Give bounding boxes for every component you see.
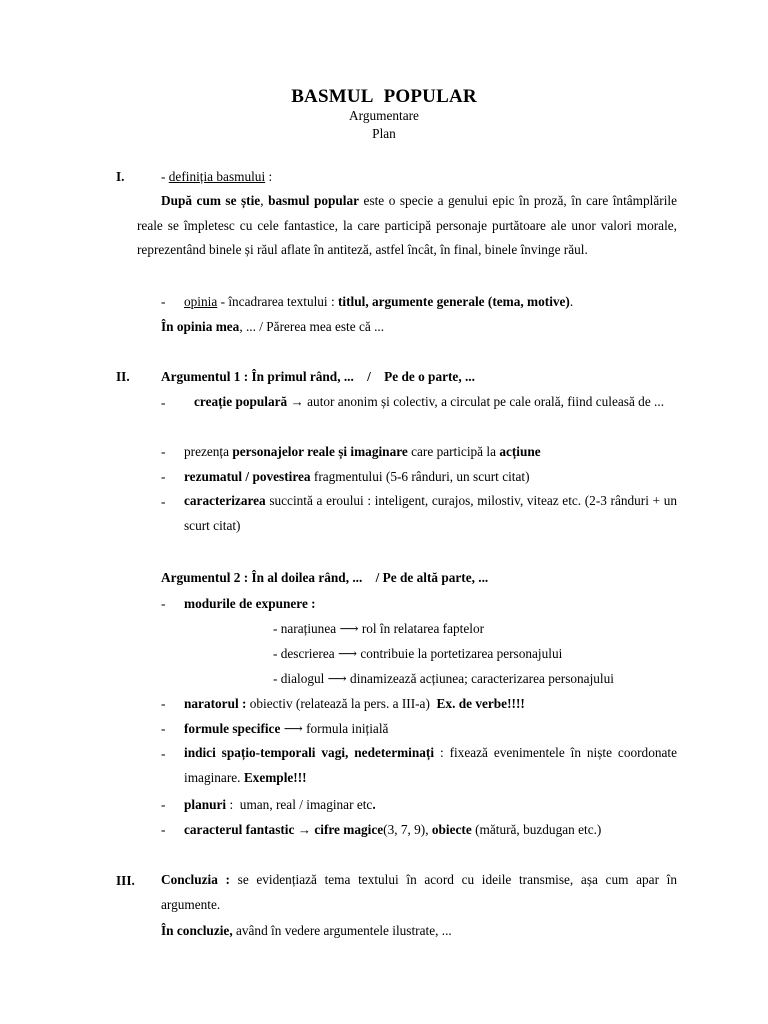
bullet-dash: - — [161, 797, 166, 812]
point-text: → autor anonim și colectiv, a circulat pe cale orală, fiind culeasă de ... — [287, 394, 665, 409]
opinion-label: opinia — [184, 294, 218, 309]
plans-line — [184, 797, 376, 813]
fantastic-line — [184, 822, 601, 838]
definition-text: este o specie a genului epic în proză, în care întâmplările reale se împletesc cu cele fantastice, la care participă personaje purtătoare ale unor valori morale, reprezentând binele și răul aflate în antiteză, astfel încât, în final, binele învinge răul. — [137, 193, 677, 257]
text: având în vedere argumentele ilustrate, ... — [232, 923, 452, 938]
bullet-dash: - — [161, 721, 166, 736]
point-text: : uman, real / imaginar etc — [226, 797, 373, 812]
exposition-modes-label: modurile de expunere : — [184, 596, 316, 611]
mode-description: - descrierea ⟶ contribuie la portetizarea personajului — [273, 646, 563, 661]
text: prezența — [184, 444, 233, 459]
text: . — [569, 294, 574, 309]
bullet-dash: - — [161, 444, 166, 459]
point-text: ⟶ formula inițială — [280, 721, 389, 736]
section-3-number: III. — [116, 873, 135, 888]
point-term: rezumatul / povestirea — [184, 469, 311, 484]
point-text: (mătură, buzdugan etc.) — [471, 822, 602, 837]
point-text: (3, 7, 9), — [383, 822, 432, 837]
bullet-dash: - — [161, 596, 166, 611]
conclusion-text: se evidențiază tema textului în acord cu ideile transmise, așa cum apar în argumente. — [161, 872, 677, 912]
document-title: BASMUL POPULAR — [291, 86, 477, 107]
subtitle-argumentare: Argumentare — [349, 108, 419, 123]
bullet-dash: - — [161, 746, 166, 761]
dash: - — [161, 169, 169, 184]
argument-2-heading: Argumentul 2 : În al doilea rând, ... / Pe de altă parte, ... — [161, 570, 489, 585]
narrator-line — [184, 696, 525, 712]
opinion-phrase-line — [161, 319, 384, 335]
argument-1-heading: Argumentul 1 : În primul rând, ... / Pe de o parte, ... — [161, 369, 475, 384]
argument-1-point-1 — [137, 390, 677, 415]
conclusion-label: Concluzia : — [161, 872, 230, 887]
point-term: planuri — [184, 797, 227, 812]
point-term: formule specifice — [184, 721, 281, 736]
point-term: indici spațio-temporali vagi, nedeterminați — [184, 745, 435, 760]
point-text: obiectiv (relatează la pers. a III-a) — [246, 696, 437, 711]
point-emphasis: Exemple!!! — [243, 769, 307, 785]
definition-label: definiția basmului — [168, 169, 266, 184]
conclusion-phrase-line — [161, 923, 452, 939]
subtitle-plan: Plan — [372, 126, 396, 141]
conclusion-phrase: În concluzie, — [161, 923, 233, 938]
definition-paragraph — [137, 189, 677, 263]
bullet-dash: - — [161, 822, 166, 837]
point-term: obiecte — [431, 822, 472, 837]
colon: : — [238, 696, 247, 711]
opinion-emphasis: titlul, argumente generale (tema, motive) — [337, 294, 570, 309]
definition-label-line — [161, 169, 272, 185]
point-term: creație populară — [194, 394, 288, 409]
opinion-phrase: În opinia mea — [161, 319, 240, 334]
section-2-number: II. — [116, 369, 130, 384]
point-term: caracterul fantastic — [184, 822, 295, 837]
conclusion-paragraph — [161, 868, 677, 917]
bullet-dash: - — [161, 494, 166, 509]
point-emphasis: Ex. de verbe!!!! — [436, 696, 525, 711]
definition-lead: După cum se știe — [161, 193, 261, 208]
section-1-number: I. — [116, 169, 125, 184]
point-term: naratorul — [184, 696, 239, 711]
argument-1-point-4 — [184, 489, 677, 538]
point-text: succintă a eroului : inteligent, curajos, milostiv, viteaz etc. (2-3 rânduri + un scurt citat) — [184, 493, 677, 533]
text: care participă la — [407, 444, 500, 459]
text: . — [372, 797, 376, 812]
text: - încadrarea textului : — [217, 294, 338, 309]
mode-dialogue: - dialogul ⟶ dinamizează acțiunea; caracterizarea personajului — [273, 671, 614, 686]
point-term: personajelor reale și imaginare — [232, 444, 408, 459]
formulas-line — [184, 721, 388, 737]
definition-term: basmul popular — [268, 193, 360, 208]
point-term: caracterizarea — [184, 493, 266, 508]
colon: : — [265, 169, 273, 184]
point-term: acțiune — [499, 444, 541, 459]
spatio-temporal-line — [184, 741, 677, 790]
bullet-dash: - — [161, 469, 166, 484]
text: , — [260, 193, 269, 208]
bullet-dash: - — [161, 696, 166, 711]
bullet-dash: - — [161, 395, 166, 410]
argument-1-point-3 — [184, 469, 530, 485]
text: , ... / Părerea mea este că ... — [239, 319, 385, 334]
point-text: fragmentului (5-6 rânduri, un scurt citat) — [310, 469, 530, 484]
point-text: : fixează evenimentele în niște coordonate imaginare. — [184, 745, 677, 785]
opinion-line — [184, 294, 573, 310]
bullet-dash: - — [161, 294, 166, 309]
point-term: → cifre magice — [294, 822, 384, 837]
argument-1-point-2 — [184, 444, 541, 460]
mode-narration: - narațiunea ⟶ rol în relatarea faptelor — [273, 621, 485, 636]
